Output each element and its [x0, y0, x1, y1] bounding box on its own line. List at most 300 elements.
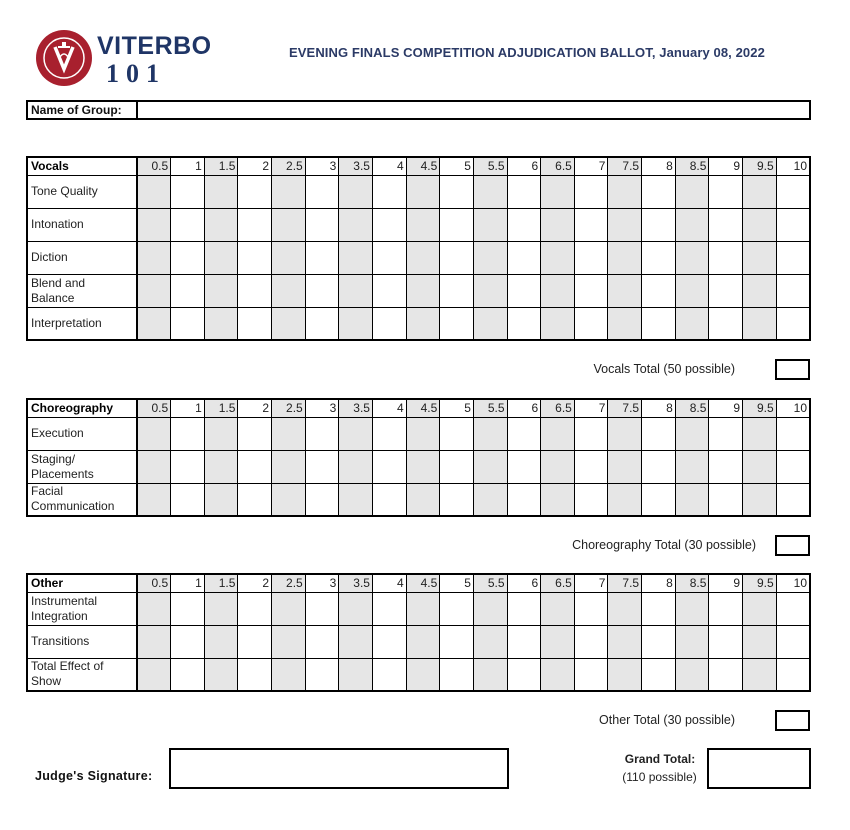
score-cell[interactable]	[339, 307, 373, 340]
score-cell[interactable]	[574, 592, 608, 625]
score-cell[interactable]	[406, 307, 440, 340]
scale-value: 7.5	[608, 399, 642, 417]
score-cell[interactable]	[305, 175, 339, 208]
score-cell[interactable]	[171, 483, 205, 516]
grand-total-possible: (110 possible)	[622, 770, 697, 784]
score-cell[interactable]	[541, 274, 575, 307]
scale-value: 5.5	[473, 399, 507, 417]
score-cell[interactable]	[675, 307, 709, 340]
score-cell[interactable]	[776, 658, 810, 691]
score-cell[interactable]	[541, 208, 575, 241]
score-cell[interactable]	[574, 307, 608, 340]
score-cell[interactable]	[507, 274, 541, 307]
score-cell[interactable]	[204, 450, 238, 483]
score-cell[interactable]	[541, 175, 575, 208]
score-cell[interactable]	[743, 592, 777, 625]
score-cell[interactable]	[743, 625, 777, 658]
score-cell[interactable]	[507, 483, 541, 516]
score-cell[interactable]	[171, 417, 205, 450]
scale-value: 6	[507, 574, 541, 592]
score-cell[interactable]	[675, 417, 709, 450]
scale-value: 2.5	[272, 157, 306, 175]
scale-value: 5	[440, 157, 474, 175]
score-cell[interactable]	[137, 241, 171, 274]
score-cell[interactable]	[137, 208, 171, 241]
score-cell[interactable]	[574, 625, 608, 658]
other-total-box[interactable]	[775, 710, 810, 731]
score-cell[interactable]	[642, 274, 676, 307]
score-cell[interactable]	[507, 450, 541, 483]
scale-value: 3.5	[339, 157, 373, 175]
score-cell[interactable]	[776, 483, 810, 516]
score-cell[interactable]	[406, 483, 440, 516]
criterion-label	[27, 592, 137, 625]
score-cell[interactable]	[305, 274, 339, 307]
score-cell[interactable]	[238, 658, 272, 691]
score-cell[interactable]	[541, 450, 575, 483]
score-cell[interactable]	[406, 241, 440, 274]
score-cell[interactable]	[204, 208, 238, 241]
scale-value: 6.5	[541, 399, 575, 417]
score-cell[interactable]	[507, 658, 541, 691]
score-cell[interactable]	[272, 208, 306, 241]
judge-signature-field[interactable]	[169, 748, 509, 789]
criterion-label	[27, 175, 137, 208]
score-cell[interactable]	[406, 625, 440, 658]
choreography-total-box[interactable]	[775, 535, 810, 556]
score-cell[interactable]	[440, 241, 474, 274]
score-cell[interactable]	[204, 175, 238, 208]
score-cell[interactable]	[541, 307, 575, 340]
scale-value: 1.5	[204, 157, 238, 175]
score-cell[interactable]	[507, 208, 541, 241]
score-cell[interactable]	[709, 592, 743, 625]
criterion-label-line: Diction	[31, 250, 68, 264]
score-cell[interactable]	[272, 241, 306, 274]
criterion-label-line: Total Effect of	[31, 659, 104, 674]
score-cell[interactable]	[204, 274, 238, 307]
criterion-row	[27, 450, 810, 483]
criterion-row	[27, 274, 810, 307]
score-cell[interactable]	[541, 658, 575, 691]
score-cell[interactable]	[372, 241, 406, 274]
score-cell[interactable]	[507, 175, 541, 208]
score-cell[interactable]	[507, 625, 541, 658]
score-cell[interactable]	[574, 658, 608, 691]
other-total-label: Other Total (30 possible)	[599, 713, 735, 727]
scale-value: 9	[709, 399, 743, 417]
criterion-label-line: Communication	[31, 499, 115, 514]
score-cell[interactable]	[305, 208, 339, 241]
vocals-total-label: Vocals Total (50 possible)	[593, 362, 735, 376]
score-cell[interactable]	[204, 592, 238, 625]
score-cell[interactable]	[642, 175, 676, 208]
scale-value: 0.5	[137, 574, 171, 592]
score-cell[interactable]	[608, 175, 642, 208]
score-cell[interactable]	[238, 208, 272, 241]
criterion-label-line: Tone Quality	[31, 184, 98, 198]
score-cell[interactable]	[776, 241, 810, 274]
score-cell[interactable]	[541, 417, 575, 450]
criterion-label-line: Integration	[31, 608, 88, 623]
score-cell[interactable]	[238, 625, 272, 658]
criterion-label-line: Execution	[31, 426, 84, 440]
score-cell[interactable]	[675, 483, 709, 516]
ballot-title: EVENING FINALS COMPETITION ADJUDICATION BALLOT, January 08, 2022	[289, 45, 765, 60]
score-cell[interactable]	[137, 274, 171, 307]
score-cell[interactable]	[204, 241, 238, 274]
score-cell[interactable]	[272, 592, 306, 625]
score-cell[interactable]	[541, 483, 575, 516]
scale-value: 3	[305, 574, 339, 592]
score-cell[interactable]	[541, 241, 575, 274]
score-cell[interactable]	[776, 592, 810, 625]
scale-value: 7	[574, 157, 608, 175]
criterion-label-line: Blend and	[31, 275, 86, 290]
score-cell[interactable]	[776, 450, 810, 483]
scale-value: 2.5	[272, 574, 306, 592]
score-cell[interactable]	[406, 450, 440, 483]
score-cell[interactable]	[171, 592, 205, 625]
score-cell[interactable]	[238, 175, 272, 208]
score-cell[interactable]	[272, 658, 306, 691]
score-cell[interactable]	[709, 175, 743, 208]
score-cell[interactable]	[272, 625, 306, 658]
score-cell[interactable]	[440, 625, 474, 658]
score-cell[interactable]	[743, 417, 777, 450]
score-cell[interactable]	[642, 241, 676, 274]
score-cell[interactable]	[339, 592, 373, 625]
score-cell[interactable]	[406, 175, 440, 208]
score-cell[interactable]	[776, 417, 810, 450]
criterion-label-line: Balance	[31, 290, 75, 305]
score-cell[interactable]	[743, 307, 777, 340]
score-cell[interactable]	[743, 483, 777, 516]
criterion-label-line: Facial	[31, 484, 64, 499]
score-cell[interactable]	[743, 241, 777, 274]
score-cell[interactable]	[272, 483, 306, 516]
choreography-total-label: Choreography Total (30 possible)	[572, 538, 756, 552]
score-cell[interactable]	[372, 307, 406, 340]
score-cell[interactable]	[675, 658, 709, 691]
score-cell[interactable]	[339, 625, 373, 658]
score-cell[interactable]	[238, 450, 272, 483]
score-cell[interactable]	[238, 592, 272, 625]
score-cell[interactable]	[406, 208, 440, 241]
score-cell[interactable]	[574, 274, 608, 307]
score-cell[interactable]	[776, 625, 810, 658]
score-cell[interactable]	[238, 241, 272, 274]
scale-value: 6.5	[541, 574, 575, 592]
score-cell[interactable]	[272, 307, 306, 340]
score-cell[interactable]	[406, 592, 440, 625]
score-cell[interactable]	[776, 175, 810, 208]
scale-value: 7	[574, 399, 608, 417]
score-cell[interactable]	[473, 208, 507, 241]
score-cell[interactable]	[675, 450, 709, 483]
scale-value: 9.5	[743, 574, 777, 592]
score-cell[interactable]	[137, 450, 171, 483]
score-cell[interactable]	[305, 307, 339, 340]
score-cell[interactable]	[675, 625, 709, 658]
scale-value: 6.5	[541, 157, 575, 175]
score-cell[interactable]	[541, 625, 575, 658]
score-cell[interactable]	[473, 175, 507, 208]
score-cell[interactable]	[339, 483, 373, 516]
score-cell[interactable]	[675, 241, 709, 274]
scale-value: 8	[642, 157, 676, 175]
other-score-table	[26, 573, 811, 692]
score-cell[interactable]	[642, 592, 676, 625]
score-cell[interactable]	[743, 658, 777, 691]
scale-value: 4	[372, 574, 406, 592]
score-cell[interactable]	[406, 417, 440, 450]
score-cell[interactable]	[137, 483, 171, 516]
score-cell[interactable]	[204, 483, 238, 516]
score-cell[interactable]	[339, 417, 373, 450]
score-cell[interactable]	[238, 274, 272, 307]
scale-value: 4.5	[406, 574, 440, 592]
score-cell[interactable]	[440, 592, 474, 625]
score-cell[interactable]	[171, 175, 205, 208]
score-cell[interactable]	[709, 625, 743, 658]
score-cell[interactable]	[574, 417, 608, 450]
score-cell[interactable]	[473, 274, 507, 307]
scale-value: 4.5	[406, 157, 440, 175]
score-cell[interactable]	[608, 274, 642, 307]
score-cell[interactable]	[743, 450, 777, 483]
group-name-field[interactable]	[138, 102, 809, 118]
score-cell[interactable]	[440, 208, 474, 241]
scale-header-row	[27, 157, 810, 175]
scale-value: 8.5	[675, 399, 709, 417]
score-cell[interactable]	[642, 658, 676, 691]
score-cell[interactable]	[339, 241, 373, 274]
vocals-total-box[interactable]	[775, 359, 810, 380]
score-cell[interactable]	[642, 208, 676, 241]
score-cell[interactable]	[238, 483, 272, 516]
criterion-label-line: Intonation	[31, 217, 84, 231]
score-cell[interactable]	[709, 307, 743, 340]
scale-value: 1.5	[204, 574, 238, 592]
scale-header-row	[27, 574, 810, 592]
scale-value: 10	[776, 574, 810, 592]
score-cell[interactable]	[339, 274, 373, 307]
viterbo-logo	[36, 30, 216, 88]
criterion-label-line: Transitions	[31, 634, 90, 648]
score-cell[interactable]	[440, 417, 474, 450]
scale-value: 9	[709, 574, 743, 592]
score-cell[interactable]	[305, 625, 339, 658]
score-cell[interactable]	[272, 175, 306, 208]
score-cell[interactable]	[675, 592, 709, 625]
score-cell[interactable]	[473, 625, 507, 658]
score-cell[interactable]	[507, 307, 541, 340]
criterion-row	[27, 592, 810, 625]
score-cell[interactable]	[272, 417, 306, 450]
vocals-score-table	[26, 156, 811, 341]
score-cell[interactable]	[440, 274, 474, 307]
score-cell[interactable]	[507, 592, 541, 625]
scale-value: 8.5	[675, 157, 709, 175]
score-cell[interactable]	[743, 208, 777, 241]
criterion-label	[27, 483, 137, 516]
score-cell[interactable]	[171, 658, 205, 691]
scale-value: 10	[776, 399, 810, 417]
criterion-label-line: Instrumental	[31, 593, 98, 608]
score-cell[interactable]	[137, 658, 171, 691]
score-cell[interactable]	[372, 592, 406, 625]
score-cell[interactable]	[204, 658, 238, 691]
score-cell[interactable]	[709, 241, 743, 274]
score-cell[interactable]	[608, 625, 642, 658]
score-cell[interactable]	[372, 274, 406, 307]
score-cell[interactable]	[608, 450, 642, 483]
score-cell[interactable]	[440, 175, 474, 208]
scale-value: 4.5	[406, 399, 440, 417]
score-cell[interactable]	[305, 483, 339, 516]
score-cell[interactable]	[507, 241, 541, 274]
scale-value: 5.5	[473, 157, 507, 175]
scale-value: 1	[171, 157, 205, 175]
score-cell[interactable]	[171, 625, 205, 658]
judge-signature-label: Judge's Signature:	[35, 769, 153, 783]
scale-value: 1	[171, 399, 205, 417]
score-cell[interactable]	[473, 307, 507, 340]
score-cell[interactable]	[507, 417, 541, 450]
score-cell[interactable]	[743, 175, 777, 208]
score-cell[interactable]	[473, 483, 507, 516]
scale-value: 8.5	[675, 574, 709, 592]
score-cell[interactable]	[339, 175, 373, 208]
logo-wordmark: VITERBO	[97, 32, 212, 60]
score-cell[interactable]	[137, 625, 171, 658]
score-cell[interactable]	[137, 175, 171, 208]
score-cell[interactable]	[642, 450, 676, 483]
scale-value: 2	[238, 157, 272, 175]
score-cell[interactable]	[608, 307, 642, 340]
scale-value: 5.5	[473, 574, 507, 592]
score-cell[interactable]	[642, 483, 676, 516]
score-cell[interactable]	[574, 450, 608, 483]
score-cell[interactable]	[372, 417, 406, 450]
score-cell[interactable]	[171, 450, 205, 483]
score-cell[interactable]	[473, 658, 507, 691]
scale-value: 3	[305, 399, 339, 417]
score-cell[interactable]	[642, 625, 676, 658]
score-cell[interactable]	[473, 241, 507, 274]
scale-value: 9.5	[743, 157, 777, 175]
score-cell[interactable]	[440, 658, 474, 691]
score-cell[interactable]	[272, 450, 306, 483]
score-cell[interactable]	[675, 175, 709, 208]
score-cell[interactable]	[608, 208, 642, 241]
criterion-row	[27, 625, 810, 658]
score-cell[interactable]	[372, 450, 406, 483]
score-cell[interactable]	[608, 417, 642, 450]
score-cell[interactable]	[171, 307, 205, 340]
score-cell[interactable]	[675, 208, 709, 241]
score-cell[interactable]	[339, 450, 373, 483]
score-cell[interactable]	[709, 658, 743, 691]
score-cell[interactable]	[238, 417, 272, 450]
score-cell[interactable]	[675, 274, 709, 307]
score-cell[interactable]	[137, 592, 171, 625]
score-cell[interactable]	[608, 483, 642, 516]
score-cell[interactable]	[709, 483, 743, 516]
score-cell[interactable]	[204, 307, 238, 340]
score-cell[interactable]	[372, 483, 406, 516]
scale-value: 1.5	[204, 399, 238, 417]
score-cell[interactable]	[608, 592, 642, 625]
score-cell[interactable]	[372, 175, 406, 208]
score-cell[interactable]	[305, 241, 339, 274]
criterion-label-line: Placements	[31, 466, 94, 481]
score-cell[interactable]	[171, 241, 205, 274]
score-cell[interactable]	[608, 658, 642, 691]
score-cell[interactable]	[642, 307, 676, 340]
score-cell[interactable]	[776, 307, 810, 340]
score-cell[interactable]	[238, 307, 272, 340]
score-cell[interactable]	[372, 658, 406, 691]
score-cell[interactable]	[406, 658, 440, 691]
score-cell[interactable]	[608, 241, 642, 274]
score-cell[interactable]	[137, 417, 171, 450]
scale-value: 3	[305, 157, 339, 175]
score-cell[interactable]	[574, 483, 608, 516]
score-cell[interactable]	[305, 417, 339, 450]
score-cell[interactable]	[574, 208, 608, 241]
score-cell[interactable]	[440, 450, 474, 483]
score-cell[interactable]	[776, 208, 810, 241]
criterion-row	[27, 483, 810, 516]
score-cell[interactable]	[339, 658, 373, 691]
score-cell[interactable]	[709, 450, 743, 483]
score-cell[interactable]	[709, 274, 743, 307]
score-cell[interactable]	[137, 307, 171, 340]
score-cell[interactable]	[204, 417, 238, 450]
score-cell[interactable]	[305, 658, 339, 691]
score-cell[interactable]	[574, 241, 608, 274]
score-cell[interactable]	[339, 208, 373, 241]
criterion-label	[27, 658, 137, 691]
score-cell[interactable]	[574, 175, 608, 208]
scale-value: 10	[776, 157, 810, 175]
score-cell[interactable]	[541, 592, 575, 625]
score-cell[interactable]	[171, 208, 205, 241]
score-cell[interactable]	[372, 625, 406, 658]
score-cell[interactable]	[204, 625, 238, 658]
grand-total-box[interactable]	[707, 748, 811, 789]
score-cell[interactable]	[406, 274, 440, 307]
score-cell[interactable]	[709, 208, 743, 241]
score-cell[interactable]	[473, 417, 507, 450]
score-cell[interactable]	[473, 592, 507, 625]
score-cell[interactable]	[305, 592, 339, 625]
score-cell[interactable]	[272, 274, 306, 307]
score-cell[interactable]	[743, 274, 777, 307]
score-cell[interactable]	[473, 450, 507, 483]
score-cell[interactable]	[776, 274, 810, 307]
score-cell[interactable]	[440, 307, 474, 340]
score-cell[interactable]	[171, 274, 205, 307]
score-cell[interactable]	[709, 417, 743, 450]
score-cell[interactable]	[440, 483, 474, 516]
score-cell[interactable]	[642, 417, 676, 450]
score-cell[interactable]	[305, 450, 339, 483]
criterion-row	[27, 417, 810, 450]
score-cell[interactable]	[372, 208, 406, 241]
